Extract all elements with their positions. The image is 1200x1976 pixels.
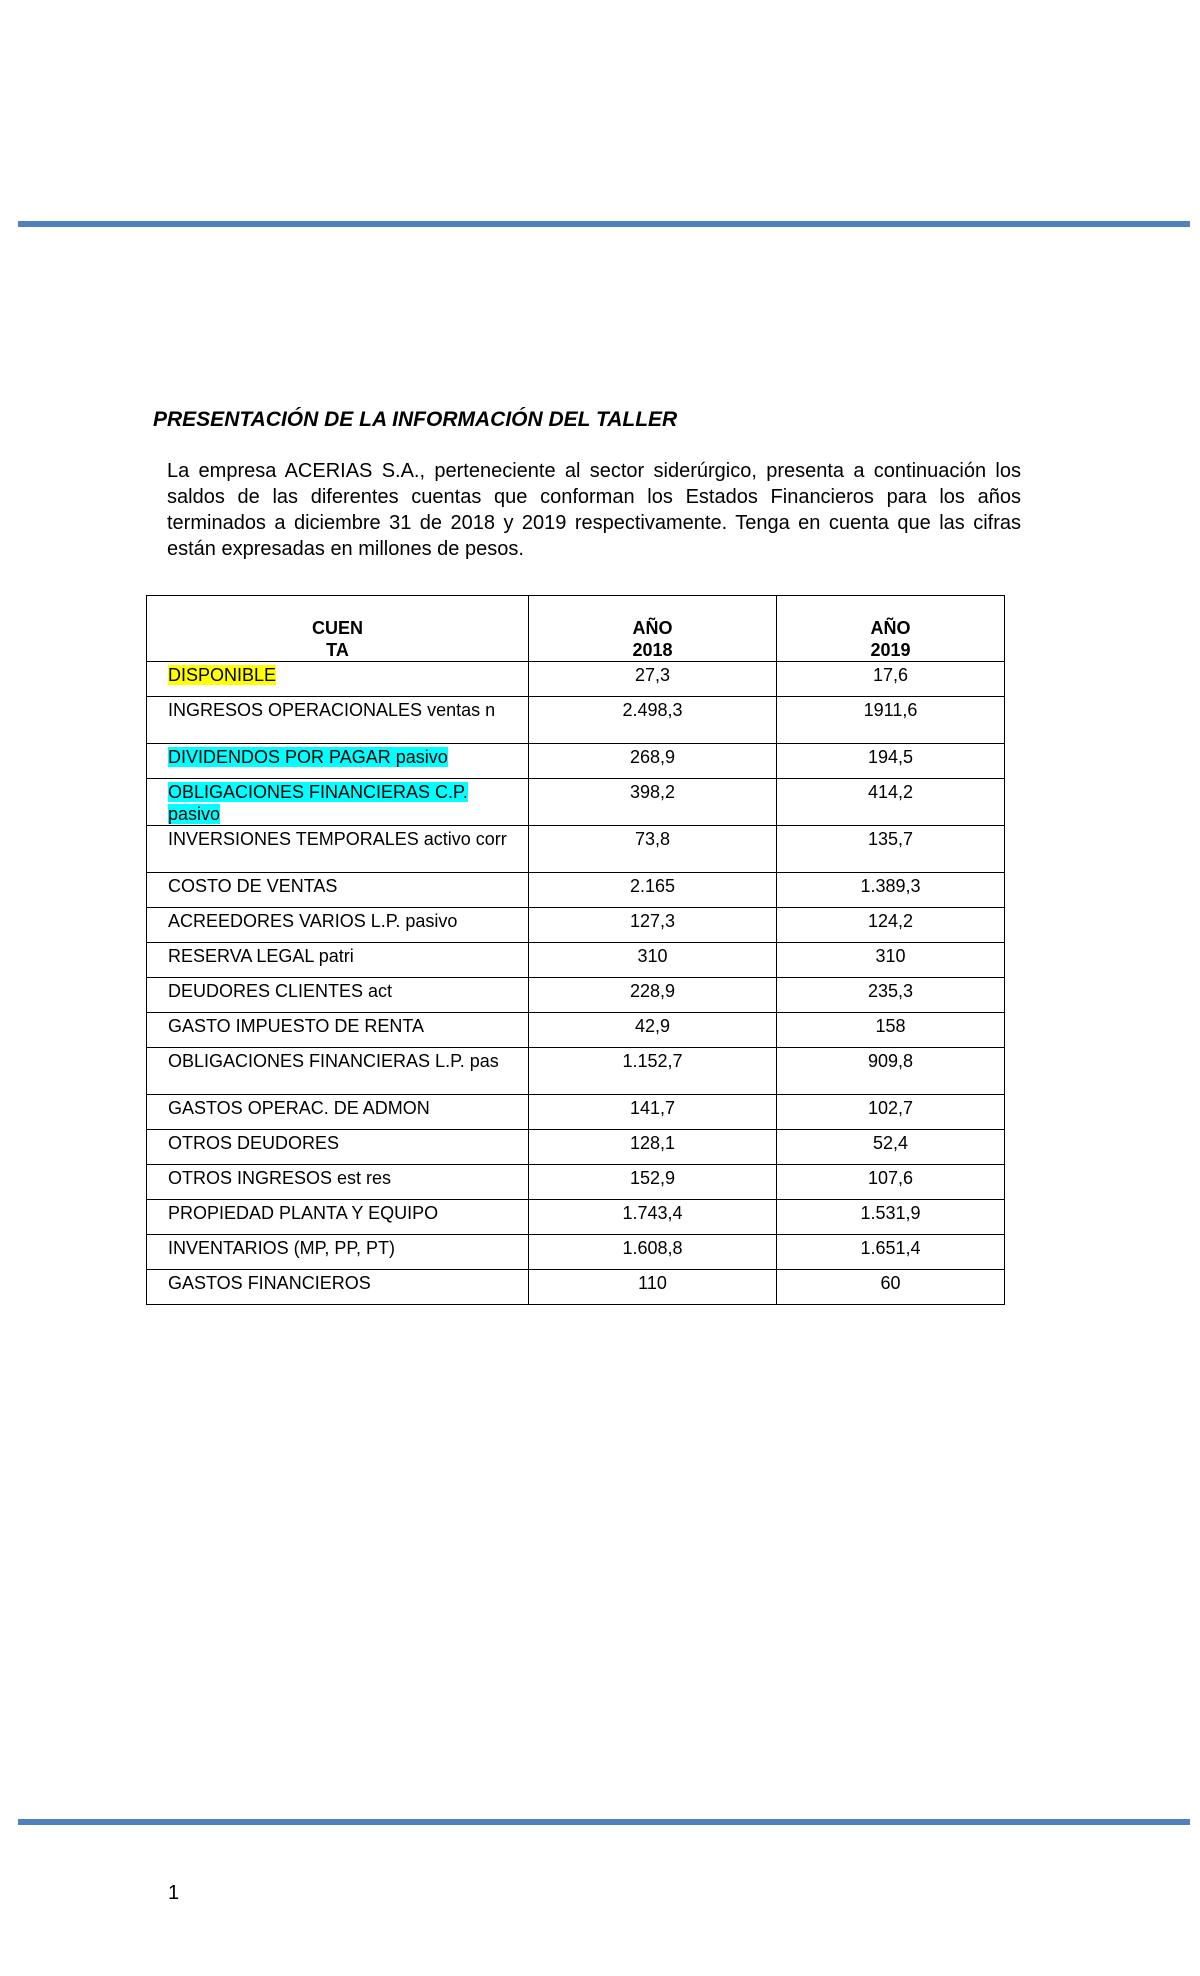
header-2018: AÑO 2018 <box>529 596 777 662</box>
account-name: GASTO IMPUESTO DE RENTA <box>147 1013 529 1048</box>
intro-paragraph: La empresa ACERIAS S.A., perteneciente al sector siderúrgico, presenta a continuación los saldos de las diferentes cuentas que conforman los Estados Financieros para los años terminados a diciembre 31 de 2018 y 2019 respectivamente. Tenga en cuenta que las cifras están expresadas en millones de pesos. <box>167 460 1021 560</box>
account-name: DISPONIBLE <box>168 665 277 685</box>
value-2018: 73,8 <box>529 826 777 873</box>
account-name: INVENTARIOS (MP, PP, PT) <box>147 1235 529 1270</box>
value-2018: 152,9 <box>529 1165 777 1200</box>
header-2019: AÑO 2019 <box>777 596 1005 662</box>
value-2019: 124,2 <box>777 908 1005 943</box>
value-2018: 310 <box>529 943 777 978</box>
value-2018: 228,9 <box>529 978 777 1013</box>
table-row <box>147 1165 1005 1200</box>
value-2019: 158 <box>777 1013 1005 1048</box>
value-2019: 102,7 <box>777 1095 1005 1130</box>
table-row <box>147 978 1005 1013</box>
account-name: GASTOS FINANCIEROS <box>147 1270 529 1305</box>
table-row <box>147 1270 1005 1305</box>
value-2018: 268,9 <box>529 744 777 779</box>
value-2018: 1.152,7 <box>529 1048 777 1095</box>
header-rule <box>18 221 1190 227</box>
table-row <box>147 779 1005 826</box>
value-2018: 1.608,8 <box>529 1235 777 1270</box>
account-name: DIVIDENDOS POR PAGAR pasivo <box>168 747 448 767</box>
value-2018: 2.165 <box>529 873 777 908</box>
table-row <box>147 1130 1005 1165</box>
table-header-row <box>147 596 1005 662</box>
table-row <box>147 873 1005 908</box>
value-2019: 1.531,9 <box>777 1200 1005 1235</box>
value-2019: 1.651,4 <box>777 1235 1005 1270</box>
account-name: OBLIGACIONES FINANCIERAS C.P. pasivo <box>168 782 468 824</box>
value-2018: 127,3 <box>529 908 777 943</box>
value-2019: 60 <box>777 1270 1005 1305</box>
value-2019: 235,3 <box>777 978 1005 1013</box>
value-2019: 310 <box>777 943 1005 978</box>
account-name: PROPIEDAD PLANTA Y EQUIPO <box>147 1200 529 1235</box>
table-row <box>147 943 1005 978</box>
value-2019: 909,8 <box>777 1048 1005 1095</box>
value-2019: 414,2 <box>777 779 1005 826</box>
account-name: COSTO DE VENTAS <box>147 873 529 908</box>
value-2019: 107,6 <box>777 1165 1005 1200</box>
value-2018: 141,7 <box>529 1095 777 1130</box>
header-cuenta: CUEN TA <box>147 596 529 662</box>
account-name: GASTOS OPERAC. DE ADMON <box>147 1095 529 1130</box>
value-2019: 17,6 <box>777 662 1005 697</box>
value-2018: 42,9 <box>529 1013 777 1048</box>
account-name: INGRESOS OPERACIONALES ventas n <box>147 697 529 744</box>
value-2018: 27,3 <box>529 662 777 697</box>
footer-rule <box>18 1819 1190 1825</box>
account-name: RESERVA LEGAL patri <box>147 943 529 978</box>
account-name: ACREEDORES VARIOS L.P. pasivo <box>147 908 529 943</box>
document-title: PRESENTACIÓN DE LA INFORMACIÓN DEL TALLER <box>153 408 678 431</box>
table-row <box>147 1200 1005 1235</box>
value-2018: 2.498,3 <box>529 697 777 744</box>
account-name: OBLIGACIONES FINANCIERAS L.P. pas <box>147 1048 529 1095</box>
page-number: 1 <box>168 1882 180 1904</box>
value-2019: 1911,6 <box>777 697 1005 744</box>
value-2019: 52,4 <box>777 1130 1005 1165</box>
account-name: OTROS DEUDORES <box>147 1130 529 1165</box>
value-2018: 398,2 <box>529 779 777 826</box>
value-2019: 1.389,3 <box>777 873 1005 908</box>
value-2018: 128,1 <box>529 1130 777 1165</box>
value-2018: 110 <box>529 1270 777 1305</box>
value-2019: 194,5 <box>777 744 1005 779</box>
table-row <box>147 908 1005 943</box>
accounts-table <box>146 595 1005 1305</box>
value-2018: 1.743,4 <box>529 1200 777 1235</box>
value-2019: 135,7 <box>777 826 1005 873</box>
table-row <box>147 1013 1005 1048</box>
table-row <box>147 662 1005 697</box>
table-row <box>147 1048 1005 1095</box>
table-row <box>147 744 1005 779</box>
table-row <box>147 697 1005 744</box>
account-name: INVERSIONES TEMPORALES activo corr <box>147 826 529 873</box>
table-row <box>147 1095 1005 1130</box>
table-row <box>147 1235 1005 1270</box>
account-name: DEUDORES CLIENTES act <box>147 978 529 1013</box>
account-name: OTROS INGRESOS est res <box>147 1165 529 1200</box>
table-row <box>147 826 1005 873</box>
